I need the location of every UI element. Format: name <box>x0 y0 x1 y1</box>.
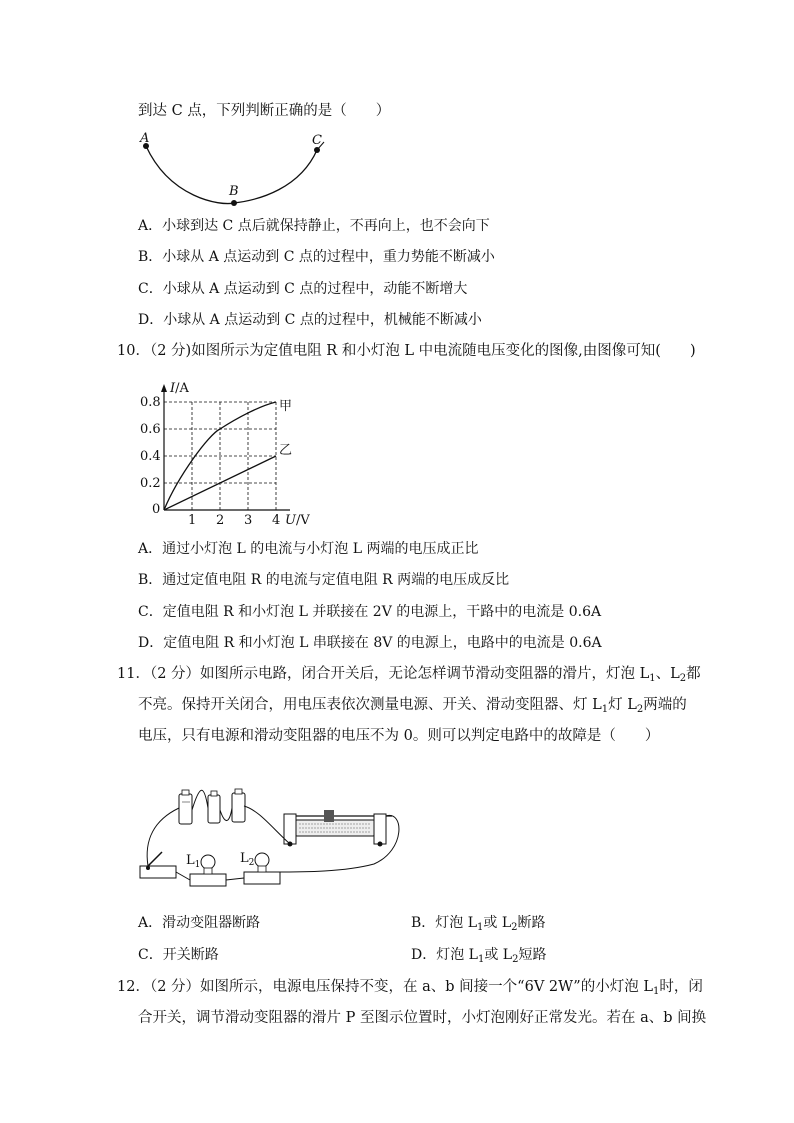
y-tick-label: 0.4 <box>140 449 161 464</box>
battery-1 <box>179 790 192 824</box>
x-axis-label: U/V <box>285 513 310 528</box>
q12-line-1: 12．（2 分）如图所示，电源电压保持不变，在 a、b 间接一个“6V 2W”的小灯泡 $L_1$时，闭 <box>117 979 703 997</box>
y-tick-label: 0.2 <box>140 476 161 491</box>
series-label-1: 甲 <box>279 399 293 414</box>
y-axis-label: I/A <box>170 381 189 396</box>
q11-option-c[interactable]: C．开关断路 <box>138 947 219 963</box>
q9-option-c[interactable]: C．小球从 A 点运动到 C 点的过程中，动能不断增大 <box>138 281 468 297</box>
circuit-figure <box>134 780 414 890</box>
y-axis-arrow <box>161 384 167 392</box>
x-tick-label: 4 <box>272 513 281 528</box>
point-c-label: C <box>312 133 322 148</box>
q10-option-a[interactable]: A．通过小灯泡 L 的电流与小灯泡 L 两端的电压成正比 <box>138 541 479 557</box>
q12-line-2: 合开关，调节滑动变阻器的滑片 P 至图示位置时，小灯泡刚好正常发光。若在 a、b 间换 <box>138 1010 707 1026</box>
q10-option-b[interactable]: B．通过定值电阻 R 的电流与定值电阻 R 两端的电压成反比 <box>138 572 510 588</box>
q11-option-a[interactable]: A．滑动变阻器断路 <box>138 915 261 931</box>
q9-option-a[interactable]: A．小球到达 C 点后就保持静止，不再向上，也不会向下 <box>138 218 490 234</box>
origin-label: 0 <box>152 502 161 517</box>
q10-stem: 10．（2 分)如图所示为定值电阻 R 和小灯泡 L 中电流随电压变化的图像,由图像可知( ) <box>117 343 696 359</box>
q11-option-b[interactable]: B．灯泡 $L_1$或 $L_2$断路 <box>411 915 546 933</box>
battery-3 <box>232 789 245 822</box>
iv-chart <box>140 378 320 528</box>
q11-line-2: 不亮。保持开关闭合，用电压表依次测量电源、开关、滑动变阻器、灯 $L_1$灯 $L_2$两端的 <box>138 697 687 715</box>
q9-stem-tail: 到达 C 点，下列判断正确的是（ ） <box>138 103 391 119</box>
q9-option-d[interactable]: D．小球从 A 点运动到 C 点的过程中，机械能不断减小 <box>138 312 482 328</box>
q9-option-b[interactable]: B．小球从 A 点运动到 C 点的过程中，重力势能不断减小 <box>138 249 495 265</box>
q10-option-d[interactable]: D．定值电阻 R 和小灯泡 L 串联接在 8V 的电源上，电路中的电流是 0.6A <box>138 635 602 651</box>
rheostat <box>284 810 392 847</box>
y-tick-label: 0.8 <box>140 395 161 410</box>
point-b-dot <box>231 200 237 206</box>
q11-line-3: 电压，只有电源和滑动变阻器的电压不为 0。则可以判定电路中的故障是（ ） <box>138 728 660 744</box>
x-tick-label: 2 <box>216 513 225 528</box>
point-b-label: B <box>229 184 239 199</box>
series-label-2: 乙 <box>279 443 293 458</box>
x-tick-label: 1 <box>188 513 197 528</box>
q11-line-1: 11．（2 分）如图所示电路，闭合开关后，无论怎样调节滑动变阻器的滑片，灯泡 $L_1$、$L_2$都 <box>117 666 701 684</box>
y-tick-label: 0.6 <box>140 422 161 437</box>
battery-2 <box>208 791 220 823</box>
switch <box>140 852 176 878</box>
q11-option-d[interactable]: D．灯泡 $L_1$或 $L_2$短路 <box>411 947 547 965</box>
q10-option-c[interactable]: C．定值电阻 R 和小灯泡 L 并联接在 2V 的电源上，干路中的电流是 0.6A <box>138 604 602 620</box>
point-a-label: A <box>140 131 150 146</box>
x-tick-label: 3 <box>244 513 253 528</box>
q9-arc-figure <box>130 128 340 210</box>
lamp-l2-label: $L_2$ <box>240 851 255 868</box>
lamp-l1-label: $L_1$ <box>186 853 201 870</box>
